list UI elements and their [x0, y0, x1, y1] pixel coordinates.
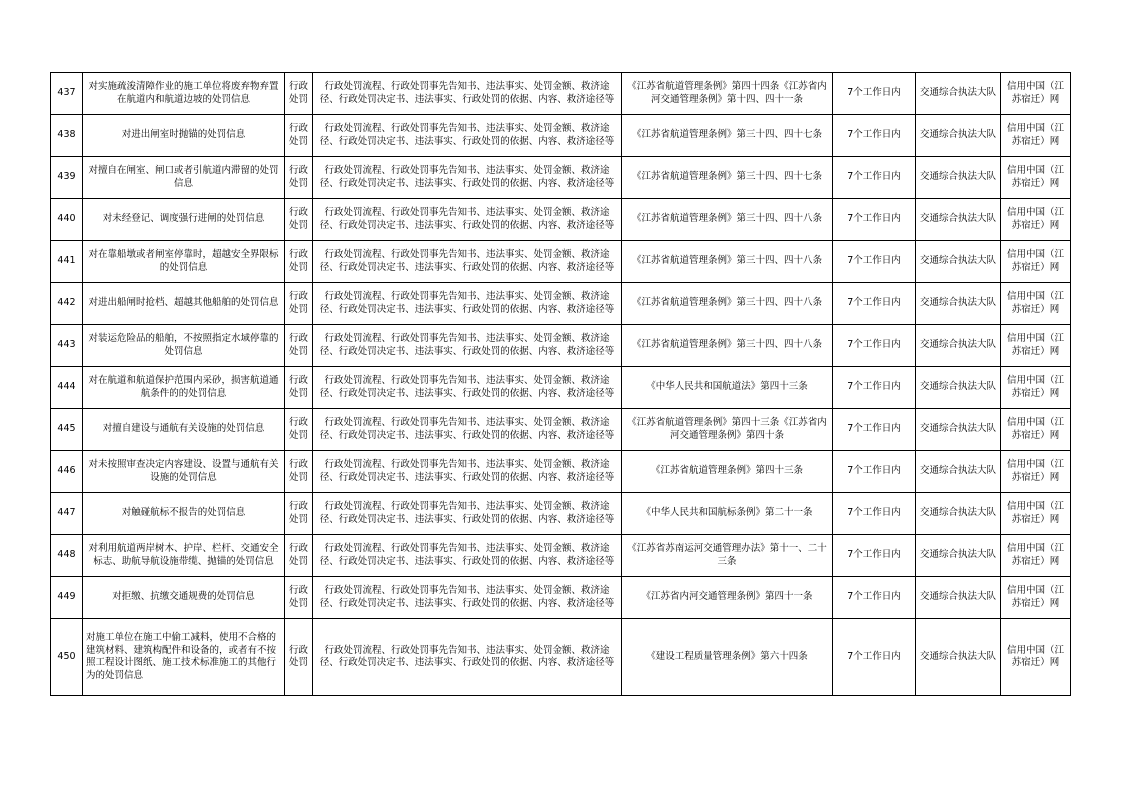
item-name: 对未按照审查决定内容建设、设置与通航有关设施的处罚信息	[83, 451, 285, 493]
item-name: 对实施疏浚清障作业的施工单位将废弃物弃置在航道内和航道边坡的处罚信息	[83, 73, 285, 115]
item-name: 对进出闸室时抛锚的处罚信息	[83, 115, 285, 157]
disclosure-period: 7个工作日内	[833, 73, 916, 115]
disclosure-channel: 信用中国（江苏宿迁）网	[1001, 199, 1071, 241]
item-name: 对擅自建设与通航有关设施的处罚信息	[83, 409, 285, 451]
item-name: 对装运危险品的船舶，不按照指定水域停靠的处罚信息	[83, 325, 285, 367]
row-number: 449	[51, 577, 83, 619]
responsible-department: 交通综合执法大队	[916, 283, 1001, 325]
table-row	[51, 451, 1071, 493]
disclosure-content: 行政处罚流程、行政处罚事先告知书、违法事实、处罚金额、救济途径、行政处罚决定书、违法事实、行政处罚的依据、内容、救济途径等	[313, 409, 622, 451]
responsible-department: 交通综合执法大队	[916, 241, 1001, 283]
disclosure-period: 7个工作日内	[833, 493, 916, 535]
row-number: 442	[51, 283, 83, 325]
item-name: 对在航道和航道保护范围内采砂，损害航道通航条件的的处罚信息	[83, 367, 285, 409]
disclosure-channel: 信用中国（江苏宿迁）网	[1001, 409, 1071, 451]
disclosure-content: 行政处罚流程、行政处罚事先告知书、违法事实、处罚金额、救济途径、行政处罚决定书、违法事实、行政处罚的依据、内容、救济途径等	[313, 157, 622, 199]
disclosure-period: 7个工作日内	[833, 157, 916, 199]
legal-basis: 《江苏省内河交通管理条例》第四十一条	[622, 577, 833, 619]
legal-basis: 《江苏省航道管理条例》第四十三条	[622, 451, 833, 493]
legal-basis: 《江苏省航道管理条例》第三十四、四十七条	[622, 115, 833, 157]
responsible-department: 交通综合执法大队	[916, 157, 1001, 199]
legal-basis: 《江苏省航道管理条例》第三十四、四十八条	[622, 325, 833, 367]
responsible-department: 交通综合执法大队	[916, 451, 1001, 493]
disclosure-content: 行政处罚流程、行政处罚事先告知书、违法事实、处罚金额、救济途径、行政处罚决定书、违法事实、行政处罚的依据、内容、救济途径等	[313, 115, 622, 157]
row-number: 443	[51, 325, 83, 367]
legal-basis: 《中华人民共和国航标条例》第二十一条	[622, 493, 833, 535]
disclosure-content: 行政处罚流程、行政处罚事先告知书、违法事实、处罚金额、救济途径、行政处罚决定书、违法事实、行政处罚的依据、内容、救济途径等	[313, 619, 622, 696]
disclosure-channel: 信用中国（江苏宿迁）网	[1001, 493, 1071, 535]
responsible-department: 交通综合执法大队	[916, 577, 1001, 619]
legal-basis: 《建设工程质量管理条例》第六十四条	[622, 619, 833, 696]
table-row	[51, 409, 1071, 451]
row-number: 438	[51, 115, 83, 157]
item-name: 对擅自在闸室、闸口或者引航道内滞留的处罚信息	[83, 157, 285, 199]
item-category: 行政处罚	[285, 241, 313, 283]
item-category: 行政处罚	[285, 157, 313, 199]
disclosure-content: 行政处罚流程、行政处罚事先告知书、违法事实、处罚金额、救济途径、行政处罚决定书、违法事实、行政处罚的依据、内容、救济途径等	[313, 367, 622, 409]
disclosure-period: 7个工作日内	[833, 115, 916, 157]
legal-basis: 《江苏省航道管理条例》第三十四、四十七条	[622, 157, 833, 199]
responsible-department: 交通综合执法大队	[916, 325, 1001, 367]
disclosure-channel: 信用中国（江苏宿迁）网	[1001, 157, 1071, 199]
row-number: 444	[51, 367, 83, 409]
disclosure-content: 行政处罚流程、行政处罚事先告知书、违法事实、处罚金额、救济途径、行政处罚决定书、违法事实、行政处罚的依据、内容、救济途径等	[313, 241, 622, 283]
table-row	[51, 619, 1071, 696]
disclosure-channel: 信用中国（江苏宿迁）网	[1001, 241, 1071, 283]
item-category: 行政处罚	[285, 199, 313, 241]
disclosure-period: 7个工作日内	[833, 451, 916, 493]
responsible-department: 交通综合执法大队	[916, 535, 1001, 577]
item-name: 对利用航道两岸树木、护岸、栏杆、交通安全标志、助航导航设施带缆、抛锚的处罚信息	[83, 535, 285, 577]
item-category: 行政处罚	[285, 115, 313, 157]
disclosure-content: 行政处罚流程、行政处罚事先告知书、违法事实、处罚金额、救济途径、行政处罚决定书、违法事实、行政处罚的依据、内容、救济途径等	[313, 199, 622, 241]
table-row	[51, 73, 1071, 115]
disclosure-channel: 信用中国（江苏宿迁）网	[1001, 283, 1071, 325]
disclosure-channel: 信用中国（江苏宿迁）网	[1001, 325, 1071, 367]
table-row	[51, 535, 1071, 577]
row-number: 447	[51, 493, 83, 535]
item-category: 行政处罚	[285, 409, 313, 451]
disclosure-content: 行政处罚流程、行政处罚事先告知书、违法事实、处罚金额、救济途径、行政处罚决定书、违法事实、行政处罚的依据、内容、救济途径等	[313, 451, 622, 493]
disclosure-content: 行政处罚流程、行政处罚事先告知书、违法事实、处罚金额、救济途径、行政处罚决定书、违法事实、行政处罚的依据、内容、救济途径等	[313, 577, 622, 619]
item-name: 对进出船闸时抢档、超越其他船舶的处罚信息	[83, 283, 285, 325]
disclosure-period: 7个工作日内	[833, 367, 916, 409]
legal-basis: 《江苏省航道管理条例》第三十四、四十八条	[622, 241, 833, 283]
disclosure-period: 7个工作日内	[833, 619, 916, 696]
row-number: 448	[51, 535, 83, 577]
responsible-department: 交通综合执法大队	[916, 73, 1001, 115]
table-body	[51, 73, 1071, 696]
row-number: 445	[51, 409, 83, 451]
table-row	[51, 199, 1071, 241]
row-number: 450	[51, 619, 83, 696]
table-row	[51, 157, 1071, 199]
table-row	[51, 367, 1071, 409]
row-number: 439	[51, 157, 83, 199]
disclosure-period: 7个工作日内	[833, 199, 916, 241]
disclosure-period: 7个工作日内	[833, 535, 916, 577]
disclosure-content: 行政处罚流程、行政处罚事先告知书、违法事实、处罚金额、救济途径、行政处罚决定书、违法事实、行政处罚的依据、内容、救济途径等	[313, 325, 622, 367]
item-category: 行政处罚	[285, 325, 313, 367]
item-name: 对拒缴、抗缴交通规费的处罚信息	[83, 577, 285, 619]
table-row	[51, 241, 1071, 283]
legal-basis: 《中华人民共和国航道法》第四十三条	[622, 367, 833, 409]
responsible-department: 交通综合执法大队	[916, 199, 1001, 241]
row-number: 441	[51, 241, 83, 283]
table-row	[51, 115, 1071, 157]
item-name: 对施工单位在施工中偷工减料，使用不合格的建筑材料、建筑构配件和设备的，或者有不按照工程设计图纸、施工技术标准施工的其他行为的处罚信息	[83, 619, 285, 696]
row-number: 446	[51, 451, 83, 493]
disclosure-content: 行政处罚流程、行政处罚事先告知书、违法事实、处罚金额、救济途径、行政处罚决定书、违法事实、行政处罚的依据、内容、救济途径等	[313, 493, 622, 535]
disclosure-content: 行政处罚流程、行政处罚事先告知书、违法事实、处罚金额、救济途径、行政处罚决定书、违法事实、行政处罚的依据、内容、救济途径等	[313, 73, 622, 115]
legal-basis: 《江苏省航道管理条例》第四十三条《江苏省内河交通管理条例》第四十条	[622, 409, 833, 451]
disclosure-content: 行政处罚流程、行政处罚事先告知书、违法事实、处罚金额、救济途径、行政处罚决定书、违法事实、行政处罚的依据、内容、救济途径等	[313, 283, 622, 325]
legal-basis: 《江苏省航道管理条例》第三十四、四十八条	[622, 283, 833, 325]
disclosure-channel: 信用中国（江苏宿迁）网	[1001, 115, 1071, 157]
item-category: 行政处罚	[285, 535, 313, 577]
disclosure-period: 7个工作日内	[833, 325, 916, 367]
row-number: 437	[51, 73, 83, 115]
item-name: 对未经登记、调度强行进闸的处罚信息	[83, 199, 285, 241]
item-category: 行政处罚	[285, 451, 313, 493]
item-name: 对在靠船墩或者闸室停靠时，超越安全界限标的处罚信息	[83, 241, 285, 283]
responsible-department: 交通综合执法大队	[916, 367, 1001, 409]
table-row	[51, 577, 1071, 619]
disclosure-channel: 信用中国（江苏宿迁）网	[1001, 535, 1071, 577]
disclosure-channel: 信用中国（江苏宿迁）网	[1001, 451, 1071, 493]
disclosure-content: 行政处罚流程、行政处罚事先告知书、违法事实、处罚金额、救济途径、行政处罚决定书、违法事实、行政处罚的依据、内容、救济途径等	[313, 535, 622, 577]
responsible-department: 交通综合执法大队	[916, 115, 1001, 157]
item-category: 行政处罚	[285, 73, 313, 115]
disclosure-period: 7个工作日内	[833, 283, 916, 325]
legal-basis: 《江苏省航道管理条例》第三十四、四十八条	[622, 199, 833, 241]
item-category: 行政处罚	[285, 577, 313, 619]
item-category: 行政处罚	[285, 619, 313, 696]
responsible-department: 交通综合执法大队	[916, 493, 1001, 535]
disclosure-channel: 信用中国（江苏宿迁）网	[1001, 619, 1071, 696]
item-category: 行政处罚	[285, 493, 313, 535]
legal-basis: 《江苏省航道管理条例》第四十四条《江苏省内河交通管理条例》第十四、四十一条	[622, 73, 833, 115]
disclosure-channel: 信用中国（江苏宿迁）网	[1001, 577, 1071, 619]
table-row	[51, 493, 1071, 535]
disclosure-channel: 信用中国（江苏宿迁）网	[1001, 367, 1071, 409]
responsible-department: 交通综合执法大队	[916, 619, 1001, 696]
legal-basis: 《江苏省苏南运河交通管理办法》第十一、二十三条	[622, 535, 833, 577]
disclosure-period: 7个工作日内	[833, 409, 916, 451]
item-category: 行政处罚	[285, 283, 313, 325]
responsible-department: 交通综合执法大队	[916, 409, 1001, 451]
disclosure-channel: 信用中国（江苏宿迁）网	[1001, 73, 1071, 115]
item-name: 对触碰航标不报告的处罚信息	[83, 493, 285, 535]
table-row	[51, 325, 1071, 367]
disclosure-table	[50, 72, 1071, 696]
item-category: 行政处罚	[285, 367, 313, 409]
disclosure-period: 7个工作日内	[833, 577, 916, 619]
disclosure-period: 7个工作日内	[833, 241, 916, 283]
row-number: 440	[51, 199, 83, 241]
table-row	[51, 283, 1071, 325]
